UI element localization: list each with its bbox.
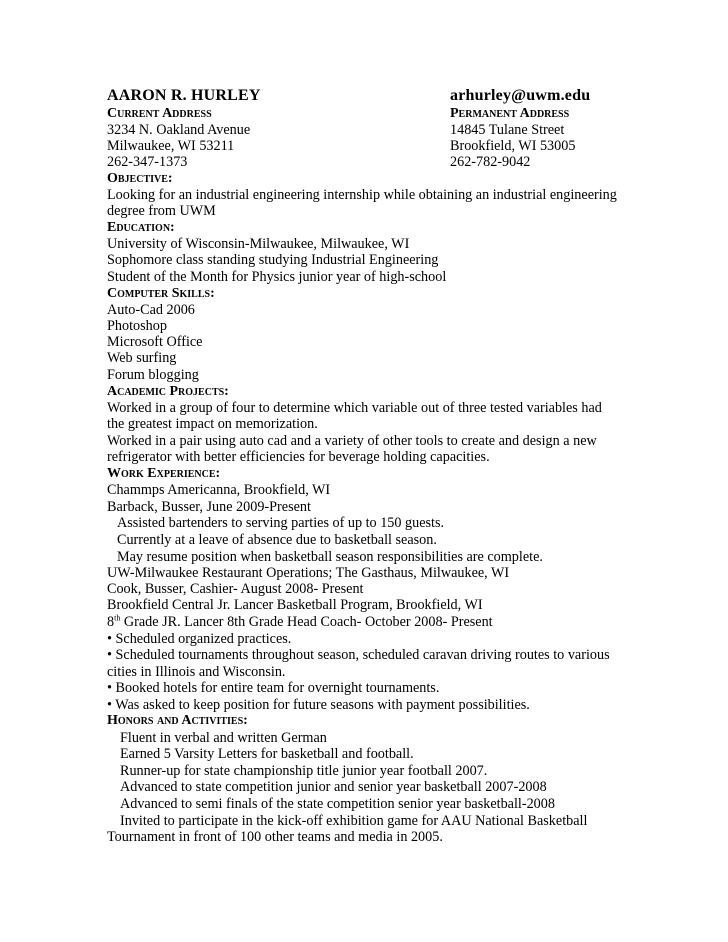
education-line: Sophomore class standing studying Industrial Engineering: [107, 252, 439, 268]
job-employer: Chammps Americanna, Brookfield, WI: [107, 482, 331, 498]
job-detail: • Scheduled organized practices.: [107, 631, 292, 647]
work-experience-heading: Work Experience:: [107, 466, 221, 481]
current-phone: 262-347-1373: [107, 154, 188, 170]
skill-item: Microsoft Office: [107, 334, 203, 350]
permanent-address-heading: Permanent Address: [450, 106, 570, 121]
academic-projects-heading: Academic Projects:: [107, 384, 229, 399]
education-line: Student of the Month for Physics junior year of high-school: [107, 269, 447, 285]
job-detail: Assisted bartenders to serving parties of up to 150 guests.: [117, 515, 445, 531]
project-line: Worked in a pair using auto cad and a variety of other tools to create and design a new: [107, 433, 597, 449]
job-detail: • Was asked to keep position for future seasons with payment possibilities.: [107, 697, 530, 713]
job-employer: Brookfield Central Jr. Lancer Basketball Program, Brookfield, WI: [107, 597, 483, 613]
project-line: the greatest impact on memorization.: [107, 416, 318, 432]
applicant-name: AARON R. HURLEY: [107, 87, 261, 104]
job-detail: Currently at a leave of absence due to basketball season.: [117, 532, 437, 548]
skill-item: Photoshop: [107, 318, 167, 334]
honor-line: Advanced to state competition junior and senior year basketball 2007-2008: [120, 779, 547, 795]
job-employer: UW-Milwaukee Restaurant Operations; The Gasthaus, Milwaukee, WI: [107, 565, 510, 581]
project-line: Worked in a group of four to determine which variable out of three tested variables had: [107, 400, 602, 416]
skill-item: Web surfing: [107, 350, 177, 366]
job-title: Cook, Busser, Cashier- August 2008- Present: [107, 581, 364, 597]
job-detail: • Scheduled tournaments throughout season, scheduled caravan driving routes to various: [107, 647, 610, 663]
job-detail: May resume position when basketball season responsibilities are complete.: [117, 549, 543, 565]
skill-item: Auto-Cad 2006: [107, 302, 195, 318]
job-title: [107, 614, 493, 630]
project-line: refrigerator with better efficiencies for beverage holding capacities.: [107, 449, 490, 465]
permanent-street: 14845 Tulane Street: [450, 122, 565, 138]
job-detail: • Booked hotels for entire team for overnight tournaments.: [107, 680, 440, 696]
computer-skills-heading: Computer Skills:: [107, 286, 215, 301]
honor-line: Earned 5 Varsity Letters for basketball and football.: [120, 746, 414, 762]
honors-heading: Honors and Activities:: [107, 713, 248, 728]
job-title-ordinal-suffix: th: [114, 613, 121, 623]
honor-line: Runner-up for state championship title junior year football 2007.: [120, 763, 488, 779]
current-address-heading: Current Address: [107, 106, 212, 121]
skill-item: Forum blogging: [107, 367, 199, 383]
education-line: University of Wisconsin-Milwaukee, Milwaukee, WI: [107, 236, 410, 252]
job-detail: cities in Illinois and Wisconsin.: [107, 664, 286, 680]
honor-line: Tournament in front of 100 other teams and media in 2005.: [107, 829, 443, 845]
permanent-city: Brookfield, WI 53005: [450, 138, 576, 154]
objective-heading: Objective:: [107, 171, 173, 186]
current-city: Milwaukee, WI 53211: [107, 138, 235, 154]
current-street: 3234 N. Oakland Avenue: [107, 122, 251, 138]
objective-line: Looking for an industrial engineering internship while obtaining an industrial engineering: [107, 187, 617, 203]
objective-line: degree from UWM: [107, 203, 216, 219]
honor-line: Advanced to semi finals of the state competition senior year basketball-2008: [120, 796, 555, 812]
job-title: Barback, Busser, June 2009-Present: [107, 499, 311, 515]
job-title-grade-number: 8: [107, 614, 115, 630]
permanent-phone: 262-782-9042: [450, 154, 531, 170]
honor-line: Invited to participate in the kick-off exhibition game for AAU National Basketball: [120, 813, 588, 829]
education-heading: Education:: [107, 220, 175, 235]
email-address: arhurley@uwm.edu: [450, 87, 591, 104]
job-title-rest: Grade JR. Lancer 8th Grade Head Coach- October 2008- Present: [120, 614, 493, 630]
honor-line: Fluent in verbal and written German: [120, 730, 327, 746]
